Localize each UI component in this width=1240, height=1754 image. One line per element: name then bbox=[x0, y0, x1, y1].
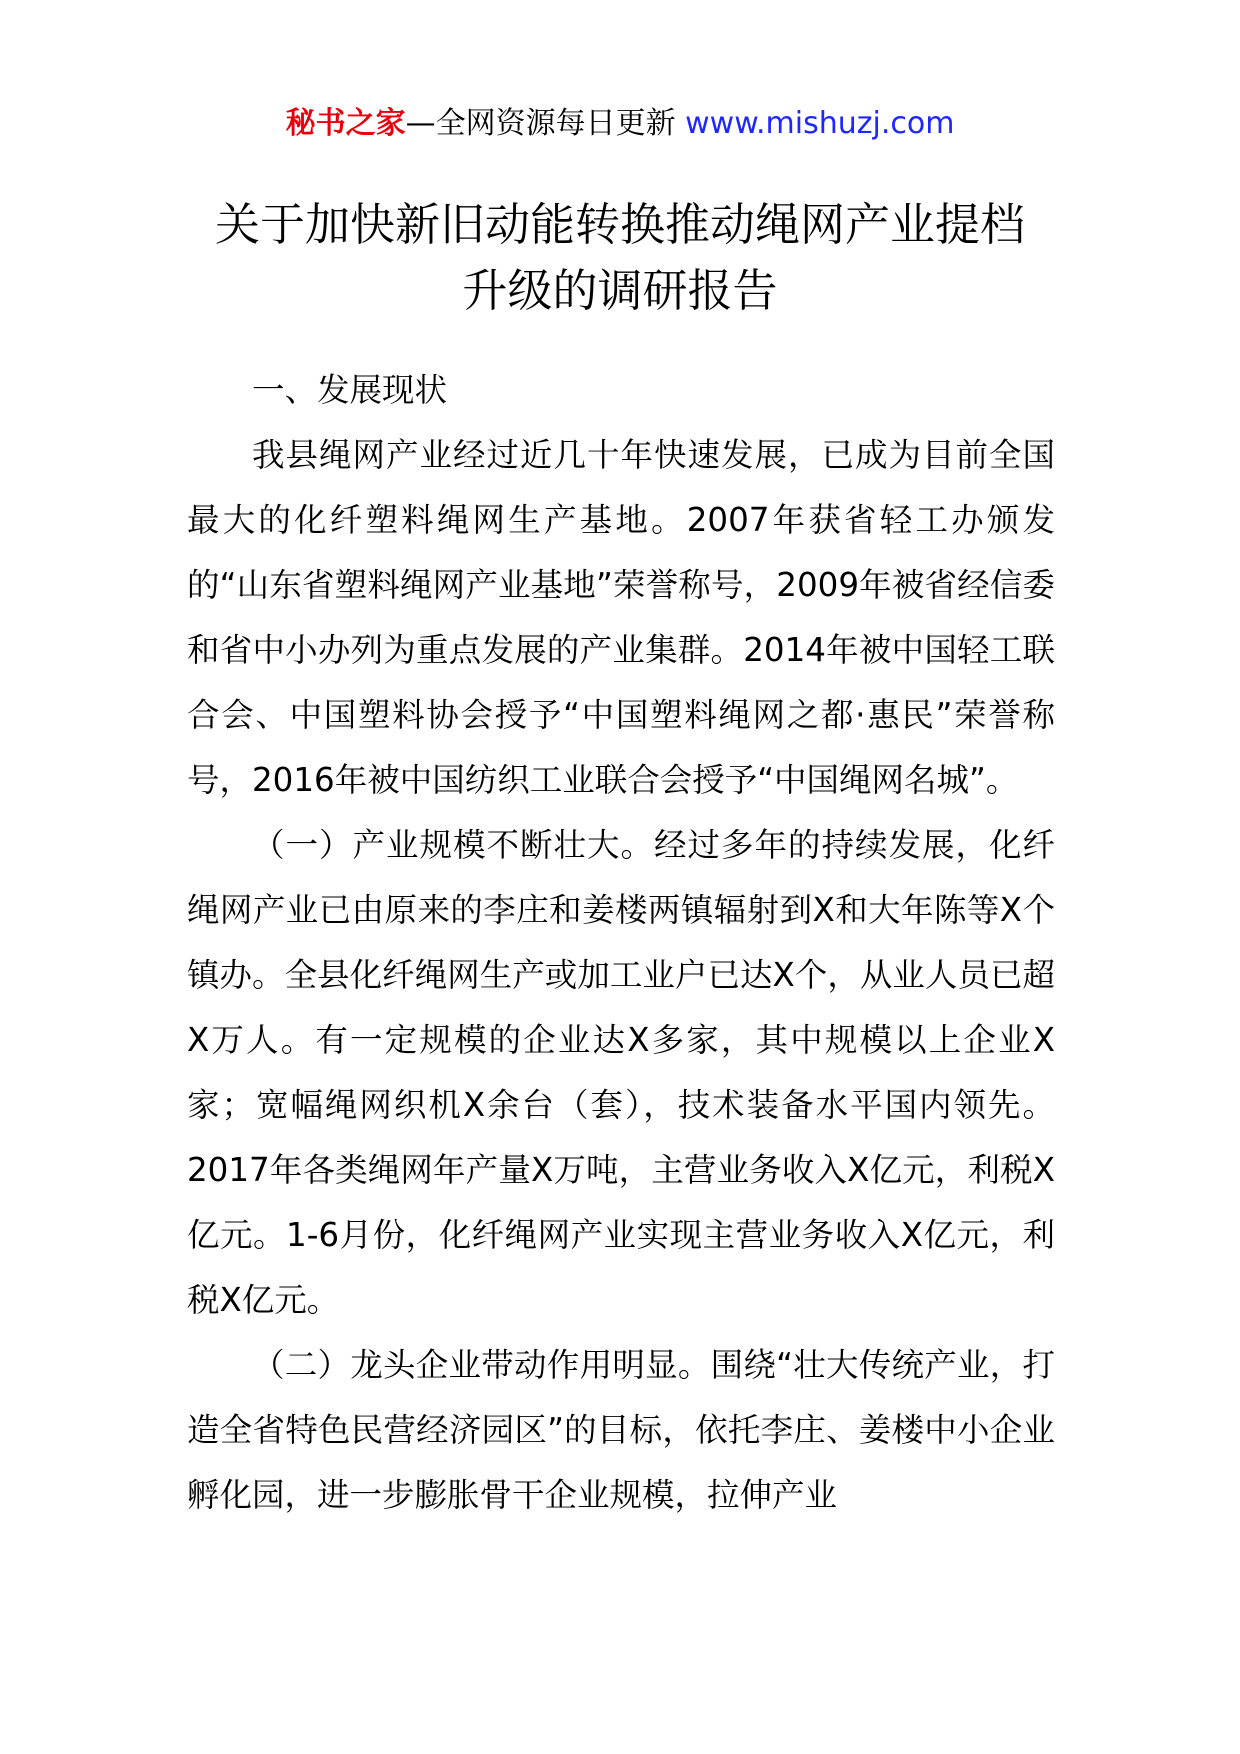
document-body bbox=[187, 358, 1055, 1528]
paragraph-industry-scale: （一）产业规模不断壮大。经过多年的持续发展，化纤绳网产业已由原来的李庄和姜楼两镇辐射到X和大年陈等X个镇办。全县化纤绳网生产或加工业户已达X个，从业人员已超X万人。有一定规模的企业达X多家，其中规模以上企业X家；宽幅绳网织机X余台（套），技术装备水平国内领先。2017年各类绳网年产量X万吨，主营业务收入X亿元，利税X亿元。1-6月份，化纤绳网产业实现主营业务收入X亿元，利税X亿元。 bbox=[187, 826, 1055, 1319]
intro-paragraph: 我县绳网产业经过近几十年快速发展，已成为目前全国最大的化纤塑料绳网生产基地。2007年获省轻工办颁发的“山东省塑料绳网产业基地”荣誉称号，2009年被省经信委和省中小办列为重点发展的产业集群。2014年被中国轻工联合会、中国塑料协会授予“中国塑料绳网之都·惠民”荣誉称号，2016年被中国纺织工业联合会授予“中国绳网名城”。 bbox=[187, 436, 1055, 799]
section-heading: 一、发展现状 bbox=[252, 371, 448, 409]
header-slogan: —全网资源每日更新 bbox=[405, 106, 686, 141]
site-url[interactable]: www.mishuzj.com bbox=[685, 106, 955, 141]
paragraph-leading-enterprises: （二）龙头企业带动作用明显。围绕“壮大传统产业，打造全省特色民营经济园区”的目标，依托李庄、姜楼中小企业孵化园，进一步膨胀骨干企业规模，拉伸产业 bbox=[187, 1346, 1055, 1514]
brand-name: 秘书之家 bbox=[285, 106, 406, 141]
title-line-1: 关于加快新旧动能转换推动绳网产业提档 bbox=[214, 198, 1025, 252]
title-line-2: 升级的调研报告 bbox=[462, 264, 778, 318]
document-title bbox=[0, 192, 1240, 324]
header-banner bbox=[0, 100, 1240, 148]
